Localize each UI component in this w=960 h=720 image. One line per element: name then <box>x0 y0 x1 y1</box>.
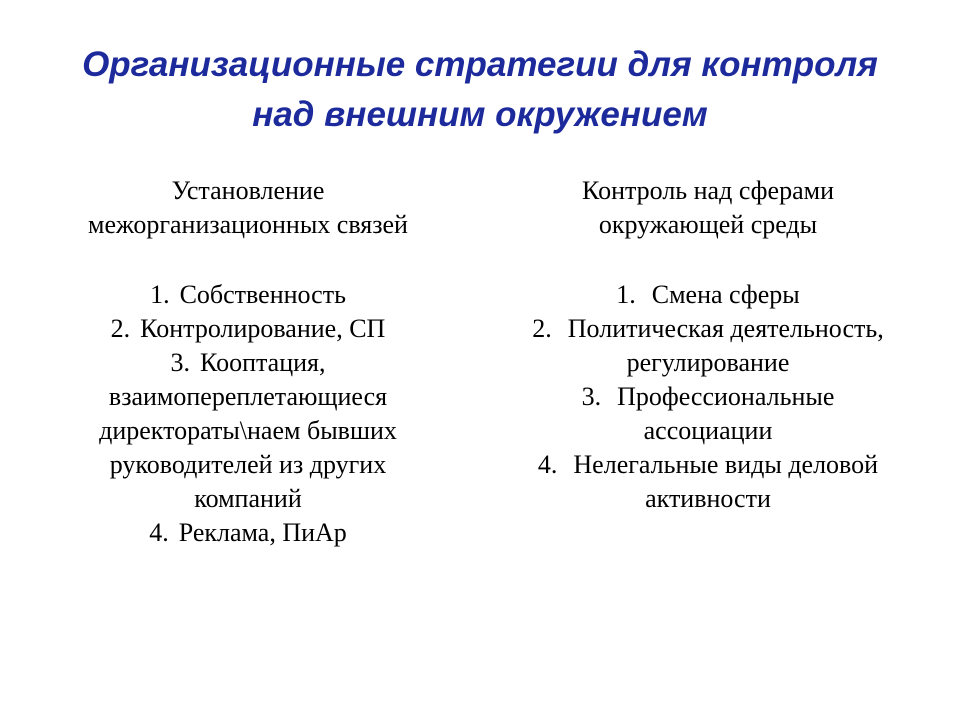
slide-title <box>0 40 960 140</box>
title-line-2: над внешним окружением <box>252 95 708 134</box>
list-item-text: регулирование <box>626 348 790 377</box>
list-item-text: директораты\наем бывших <box>99 416 397 445</box>
list-item-number: 1. <box>150 280 170 309</box>
right-list <box>478 278 938 516</box>
list-item <box>38 516 458 550</box>
list-item <box>478 278 938 312</box>
list-item-text: ассоциации <box>643 416 773 445</box>
list-item-text: активности <box>645 484 771 513</box>
right-heading-line-1: Контроль над сферами <box>582 176 834 205</box>
list-item-number: 4. <box>537 450 558 479</box>
left-column <box>38 174 458 550</box>
title-line-1: Организационные стратегии для контроля <box>82 45 878 84</box>
left-heading-line-1: Установление <box>171 176 325 205</box>
list-item <box>478 312 938 380</box>
list-item-number: 1. <box>616 280 636 309</box>
list-item <box>38 346 458 516</box>
list-item-number: 3. <box>581 382 602 411</box>
list-item <box>478 448 938 516</box>
list-item-text: Контролирование, СП <box>140 314 386 343</box>
right-heading-line-2: окружающей среды <box>598 210 818 239</box>
list-item-text: компаний <box>194 484 302 513</box>
list-item-text: Кооптация, <box>200 348 326 377</box>
list-item-number: 4. <box>149 518 169 547</box>
list-item <box>38 312 458 346</box>
list-item-text: взаимопереплетающиеся <box>108 382 388 411</box>
list-item <box>38 278 458 312</box>
list-item-number: 3. <box>170 348 191 377</box>
list-item-number: 2. <box>110 314 131 343</box>
list-item-text: Нелегальные виды деловой <box>573 450 879 479</box>
list-item-text: Реклама, ПиАр <box>178 518 347 547</box>
right-column-heading <box>478 174 938 242</box>
list-item-text: Профессиональные <box>617 382 835 411</box>
list-item-text: Смена сферы <box>651 280 800 309</box>
list-item-text: Собственность <box>179 280 346 309</box>
list-item-text: руководителей из других <box>109 450 387 479</box>
left-list <box>38 278 458 550</box>
left-heading-line-2: межорганизационных связей <box>88 210 408 239</box>
right-column <box>478 174 938 516</box>
list-item-number: 2. <box>532 314 552 343</box>
left-column-heading <box>38 174 458 242</box>
list-item-text: Политическая деятельность, <box>567 314 884 343</box>
list-item <box>478 380 938 448</box>
